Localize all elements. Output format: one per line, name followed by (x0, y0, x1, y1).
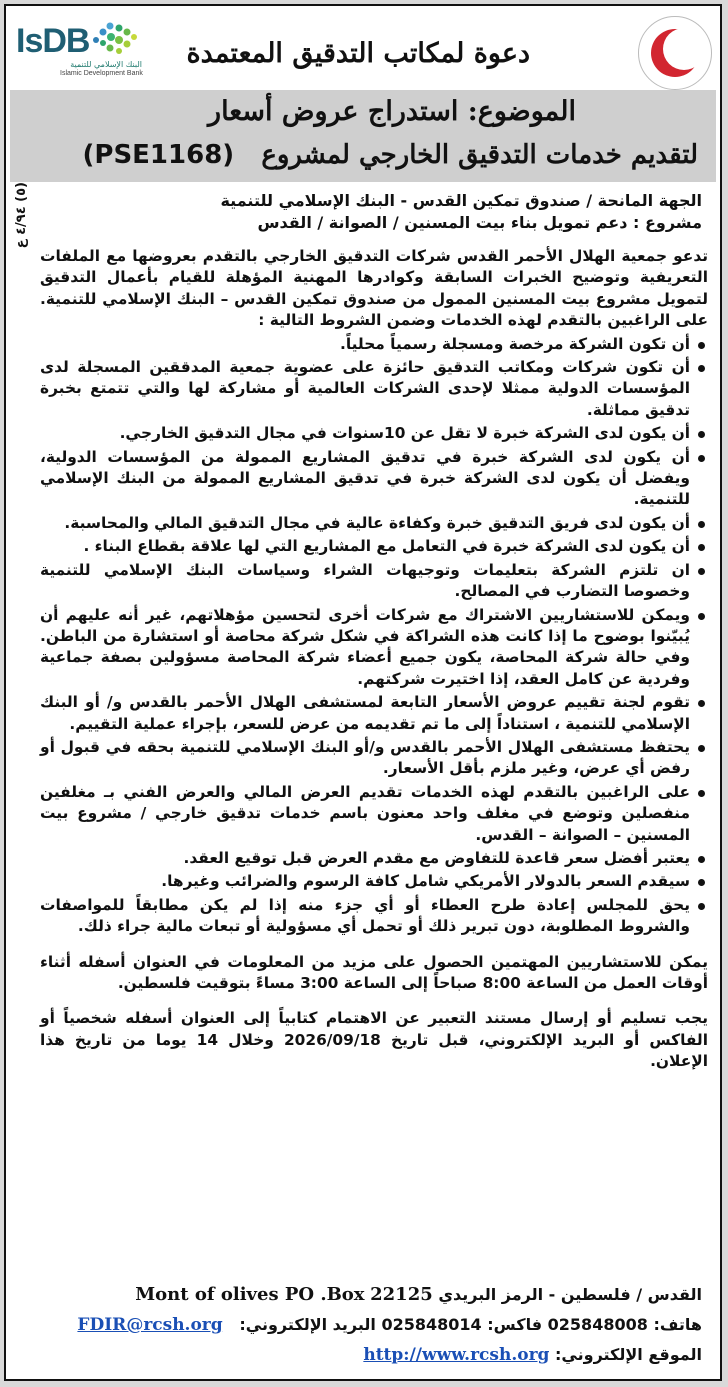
page-title: دعوة لمكاتب التدقيق المعتمدة (186, 38, 530, 69)
phone-label: هاتف: (653, 1315, 702, 1334)
condition-item: أن يكون لدى الشركة خبرة في تدقيق المشاريع الممولة من المؤسسات الدولية، ويفضل أن يكون لدى الشركة خبرة في تدقيق المشاريع الممولة من البنك الإسلامي للتنمية. (40, 447, 708, 511)
website-link[interactable]: http://www.rcsh.org (363, 1345, 550, 1365)
email-label: البريد الإلكتروني: (239, 1315, 376, 1334)
project-code: (PSE1168) (82, 140, 235, 170)
grant-line-project: مشروع : دعم تمويل بناء بيت المسنين / الصوانة / القدس (257, 213, 702, 232)
submission-paragraph: يجب تسليم أو إرسال مستند التعبير عن الاهتمام كتابياً إلى العنوان أسفله شخصياً أو الفاكس أو البريد الإلكتروني، قبل تاريخ 2026/09/18 وخلال 14 يوما من تاريخ هذا الإعلان. (40, 1009, 708, 1071)
isdb-logo (16, 16, 144, 78)
announcement-body (6, 182, 720, 1073)
fax-label: فاكس: (487, 1315, 543, 1334)
condition-item: يحتفظ مستشفى الهلال الأحمر بالقدس و/أو البنك الإسلامي للتنمية بحقه في قبول أو رفض أي عرض، وغير ملزم بأقل الأسعار. (40, 737, 708, 780)
condition-item: على الراغبين بالتقدم لهذه الخدمات تقديم العرض المالي والعرض الفني بـ مغلفين منفصلين وتوضع في مغلف واحد معنون باسم خدمات تدقيق خارجي / مشروع بيت المسنين – الصوانة – القدس. (40, 782, 708, 846)
condition-item: يعتبر أفضل سعر قاعدة للتفاوض مع مقدم العرض قبل توقيع العقد. (40, 848, 708, 869)
conditions-list (40, 334, 708, 938)
condition-item: أن يكون لدى الشركة خبرة في التعامل مع المشاريع التي لها علاقة بقطاع البناء . (40, 536, 708, 557)
condition-item: أن يكون لدى الشركة خبرة لا تقل عن 10سنوات في مجال التدقيق الخارجي. (40, 423, 708, 444)
condition-item: سيقدم السعر بالدولار الأمريكي شامل كافة الرسوم والضرائب وغيرها. (40, 871, 708, 892)
isdb-logo-text: IsDB (16, 22, 90, 60)
isdb-logo-english: Islamic Development Bank (60, 70, 143, 77)
phone-row (20, 1310, 702, 1340)
subject-line-1: الموضوع: استدراج عروض أسعار (208, 96, 576, 127)
grant-info (40, 190, 702, 234)
condition-item: أن يكون لدى فريق التدقيق خبرة وكفاءة عالية في مجال التدقيق المالي والمحاسبة. (40, 513, 708, 534)
contact-footer (20, 1280, 702, 1370)
subject-line-2 (83, 140, 699, 170)
subject-line-2-text: لتقديم خدمات التدقيق الخارجي لمشروع (261, 140, 698, 170)
condition-item: ويمكن للاستشاريين الاشتراك مع شركات أخرى لتحسين مؤهلاتهم، غير أنه عليهم أن يُبيّنوا بوضوح ما إذا كانت هذه الشراكة في شكل شركة محاصة أو استشارة من الباطن. وفي حالة شركة المحاصة، يكون جميع أعضاء شركة المحاصة مسؤولين بصفة جماعية وفردية عن كامل العقد، إذا اختيرت شركتهم. (40, 605, 708, 691)
announcement-page (4, 4, 722, 1381)
globe-icon (88, 18, 142, 60)
intro-paragraph: تدعو جمعية الهلال الأحمر القدس شركات التدقيق الخارجي بالتقدم بعروضها مع الملفات التعريفية وتوضيح الخبرات السابقة وكوادرها المهنية المؤهلة للقيام بأعمال التدقيق لتمويل مشروع بيت المسنين الممول من صندوق تمكين القدس – البنك الإسلامي للتنمية. على الراغبين بالتقدم لهذه الخدمات وضمن الشروط التالية : (40, 247, 708, 330)
website-row (20, 1340, 702, 1370)
subject-box (10, 90, 716, 182)
email-link[interactable]: FDIR@rcsh.org (77, 1315, 223, 1335)
red-crescent-logo (638, 16, 712, 90)
isdb-logo-arabic: البنك الإسلامي للتنمية (70, 60, 142, 69)
fax-number: 025848014 (381, 1315, 482, 1334)
side-reference: (٥) ٤/٩٤ ع (14, 182, 29, 249)
condition-item: أن تكون شركات ومكاتب التدقيق حائزة على عضوية جمعية المدققين المسجلة لدى المؤسسات الدولية ممثلا لإحدى الشركات العالمية أو مشاركة لها والتي تتمتع بخبرة تدقيق مماثلة. (40, 357, 708, 421)
grant-line-donor: الجهة المانحة / صندوق تمكين القدس - البنك الإسلامي للتنمية (220, 191, 702, 210)
website-label: الموقع الإلكتروني: (555, 1345, 702, 1364)
info-paragraph: يمكن للاستشاريين المهتمين الحصول على مزيد من المعلومات في العنوان أسفله أثناء أوقات العمل من الساعة 8:00 صباحاً إلى الساعة 3:00 مساءً بتوقيت فلسطين. (40, 952, 708, 992)
condition-item: تقوم لجنة تقييم عروض الأسعار التابعة لمستشفى الهلال الأحمر بالقدس و/ أو البنك الإسلامي للتنمية ، استناداً إلى ما تم تقديمه من عرض للسعر، بإجراء عملية التقييم. (40, 692, 708, 735)
postal-code: 22125 (370, 1284, 433, 1305)
red-crescent-icon (639, 17, 711, 89)
address-english: Mont of olives PO .Box (135, 1284, 365, 1305)
condition-item: يحق للمجلس إعادة طرح العطاء أو أي جزء منه إذا لم يكن مطابقاً للمواصفات والشروط المطلوبة، دون تبرير ذلك أو تحمل أي مسؤولية أو تبعات مالية جراء ذلك. (40, 895, 708, 938)
phone-number: 025848008 (547, 1315, 648, 1334)
condition-item: ان تلتزم الشركة بتعليمات وتوجيهات الشراء وسياسات البنك الإسلامي للتنمية وخصوصا التضارب في المصالح. (40, 560, 708, 603)
header (6, 6, 720, 88)
address-row (20, 1280, 702, 1310)
address-arabic: القدس / فلسطين - الرمز البريدي (438, 1285, 702, 1304)
condition-item: أن تكون الشركة مرخصة ومسجلة رسمياً محلياً. (40, 334, 708, 355)
